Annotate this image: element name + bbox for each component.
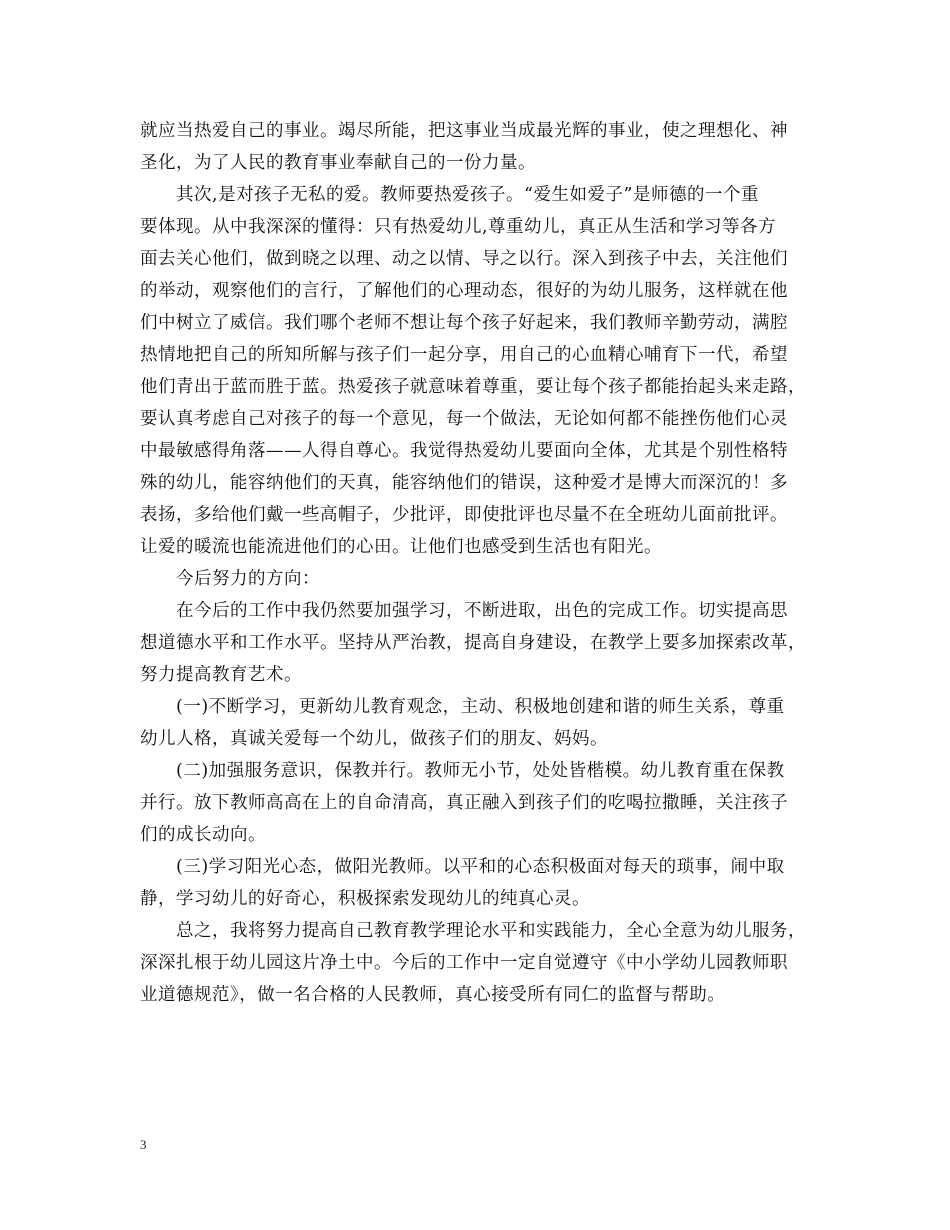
- text-line: 静，学习幼儿的好奇心，积极探索发现幼儿的纯真心灵。: [140, 889, 590, 909]
- paragraph: [140, 915, 820, 1011]
- paragraph: [140, 851, 820, 915]
- text-line: 圣化，为了人民的教育事业奉献自己的一份力量。: [140, 153, 536, 173]
- text-line: 们中树立了威信。我们哪个老师不想让每个孩子好起来，我们教师辛勤劳动，满腔: [140, 313, 788, 333]
- paragraph: [140, 179, 820, 563]
- text-line: 总之，我将努力提高自己教育教学理论水平和实践能力，全心全意为幼儿服务，: [176, 921, 806, 941]
- paragraph: [140, 691, 820, 755]
- text-line: 的举动，观察他们的言行，了解他们的心理动态，很好的为幼儿服务，这样就在他: [140, 281, 788, 301]
- text-line: 在今后的工作中我仍然要加强学习，不断进取，出色的完成工作。切实提高思: [176, 601, 788, 621]
- text-line: 面去关心他们，做到晓之以理、动之以情、导之以行。深入到孩子中去，关注他们: [140, 249, 788, 269]
- text-line: 今后努力的方向：: [176, 569, 320, 589]
- text-line: 中最敏感得角落——人得自尊心。我觉得热爱幼儿要面向全体，尤其是个别性格特: [140, 441, 788, 461]
- text-line: 热情地把自己的所知所解与孩子们一起分享，用自己的心血精心哺育下一代，希望: [140, 345, 788, 365]
- text-line: 并行。放下教师高高在上的自命清高，真正融入到孩子们的吃喝拉撒睡，关注孩子: [140, 793, 788, 813]
- text-line: (二)加强服务意识，保教并行。教师无小节，处处皆楷模。幼儿教育重在保教: [176, 761, 785, 781]
- paragraph: [140, 755, 820, 851]
- paragraph: [140, 563, 820, 595]
- text-line: 深深扎根于幼儿园这片净土中。今后的工作中一定自觉遵守《中小学幼儿园教师职: [140, 953, 788, 973]
- document-body: [140, 115, 820, 1011]
- text-line: 们的成长动向。: [140, 825, 266, 845]
- text-line: 要认真考虑自己对孩子的每一个意见，每一个做法，无论如何都不能挫伤他们心灵: [140, 409, 788, 429]
- text-line: 他们青出于蓝而胜于蓝。热爱孩子就意味着尊重，要让每个孩子都能抬起头来走路，: [140, 377, 806, 397]
- text-line: (三)学习阳光心态，做阳光教师。以平和的心态积极面对每天的琐事，闹中取: [176, 857, 785, 877]
- paragraph: [140, 115, 820, 179]
- text-line: 努力提高教育艺术。: [140, 665, 302, 685]
- text-line: 要体现。从中我深深的懂得：只有热爱幼儿,尊重幼儿，真正从生活和学习等各方: [140, 217, 777, 237]
- text-line: 殊的幼儿，能容纳他们的天真，能容纳他们的错误，这种爱才是博大而深沉的！多: [140, 473, 788, 493]
- text-line: 其次,是对孩子无私的爱。教师要热爱孩子。“爱生如爱子”是师德的一个重: [176, 185, 759, 205]
- text-line: 业道德规范》，做一名合格的人民教师，真心接受所有同仁的监督与帮助。: [140, 985, 726, 1005]
- text-line: 表扬，多给他们戴一些高帽子，少批评，即使批评也尽量不在全班幼儿面前批评。: [140, 505, 788, 525]
- text-line: (一)不断学习，更新幼儿教育观念，主动、积极地创建和谐的师生关系，尊重: [176, 697, 785, 717]
- text-line: 幼儿人格，真诚关爱每一个幼儿，做孩子们的朋友、妈妈。: [140, 729, 608, 749]
- paragraph: [140, 595, 820, 691]
- text-line: 让爱的暖流也能流进他们的心田。让他们也感受到生活也有阳光。: [140, 537, 662, 557]
- text-line: 就应当热爱自己的事业。竭尽所能，把这事业当成最光辉的事业，使之理想化、神: [140, 121, 788, 141]
- text-line: 想道德水平和工作水平。坚持从严治教，提高自身建设，在教学上要多加探索改革，: [140, 633, 806, 653]
- page-number: 3: [140, 1137, 147, 1152]
